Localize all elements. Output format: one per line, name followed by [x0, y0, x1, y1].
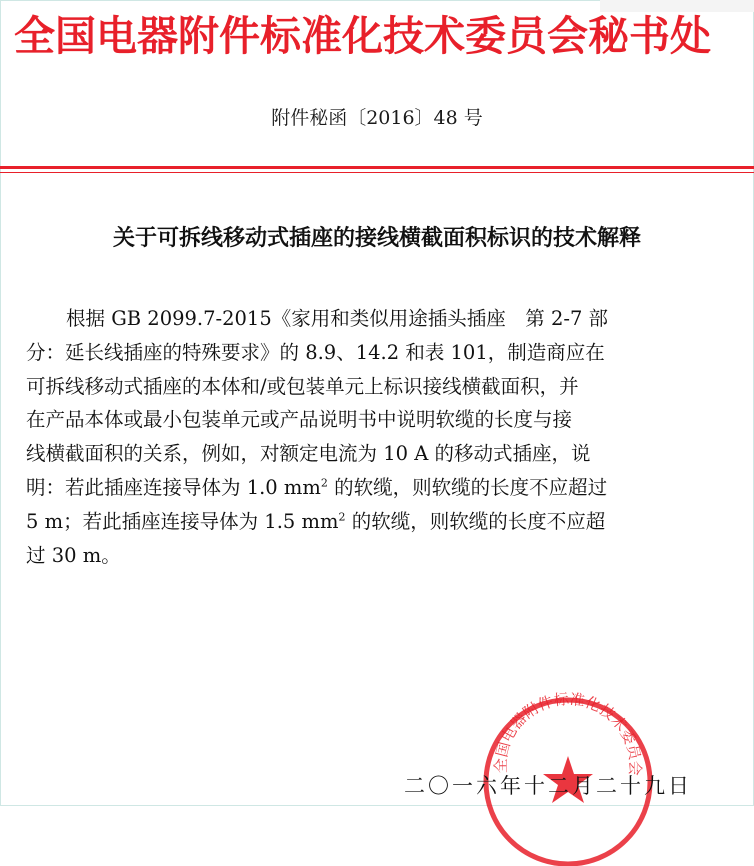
body-line — [26, 505, 730, 539]
red-divider-thin — [0, 172, 754, 173]
superscript: 2 — [320, 476, 328, 490]
body-text-segment: 的软缆，则软缆的长度不应超过 — [327, 475, 608, 499]
body-line: 可拆线移动式插座的本体和/或包装单元上标识接线横截面积，并 — [26, 374, 579, 398]
red-divider — [0, 166, 754, 176]
red-divider-thick — [0, 166, 754, 169]
letterhead-organization: 全国电器附件标准化技术委员会秘书处 — [14, 12, 711, 60]
body-paragraph — [26, 302, 730, 572]
body-line: 根据 GB 2099.7-2015《家用和类似用途插头插座 第 2-7 部 — [66, 307, 609, 330]
document-number: 附件秘函〔2016〕48 号 — [271, 107, 483, 129]
body-line: 过 30 m。 — [26, 543, 121, 567]
seal-arc-text: 全国电器附件标准化技术委员会 — [491, 690, 645, 776]
body-line: 分：延长线插座的特殊要求》的 8.9、14.2 和表 101，制造商应在 — [26, 340, 605, 364]
body-text-segment: 明：若此插座连接导体为 1.0 mm — [26, 475, 321, 499]
body-line — [26, 471, 730, 505]
body-line: 在产品本体或最小包装单元或产品说明书中说明软缆的长度与接 — [26, 408, 573, 432]
body-text-segment: 的软缆，则软缆的长度不应超 — [345, 509, 606, 533]
body-line: 线横截面积的关系，例如，对额定电流为 10 A 的移动式插座，说 — [26, 442, 591, 466]
signature-date: 二〇一六年十二月二十九日 — [404, 774, 692, 798]
document-title: 关于可拆线移动式插座的接线横截面积标识的技术解释 — [112, 226, 641, 251]
body-text-segment: 5 m；若此插座连接导体为 1.5 mm — [26, 509, 339, 533]
superscript: 2 — [338, 510, 346, 524]
